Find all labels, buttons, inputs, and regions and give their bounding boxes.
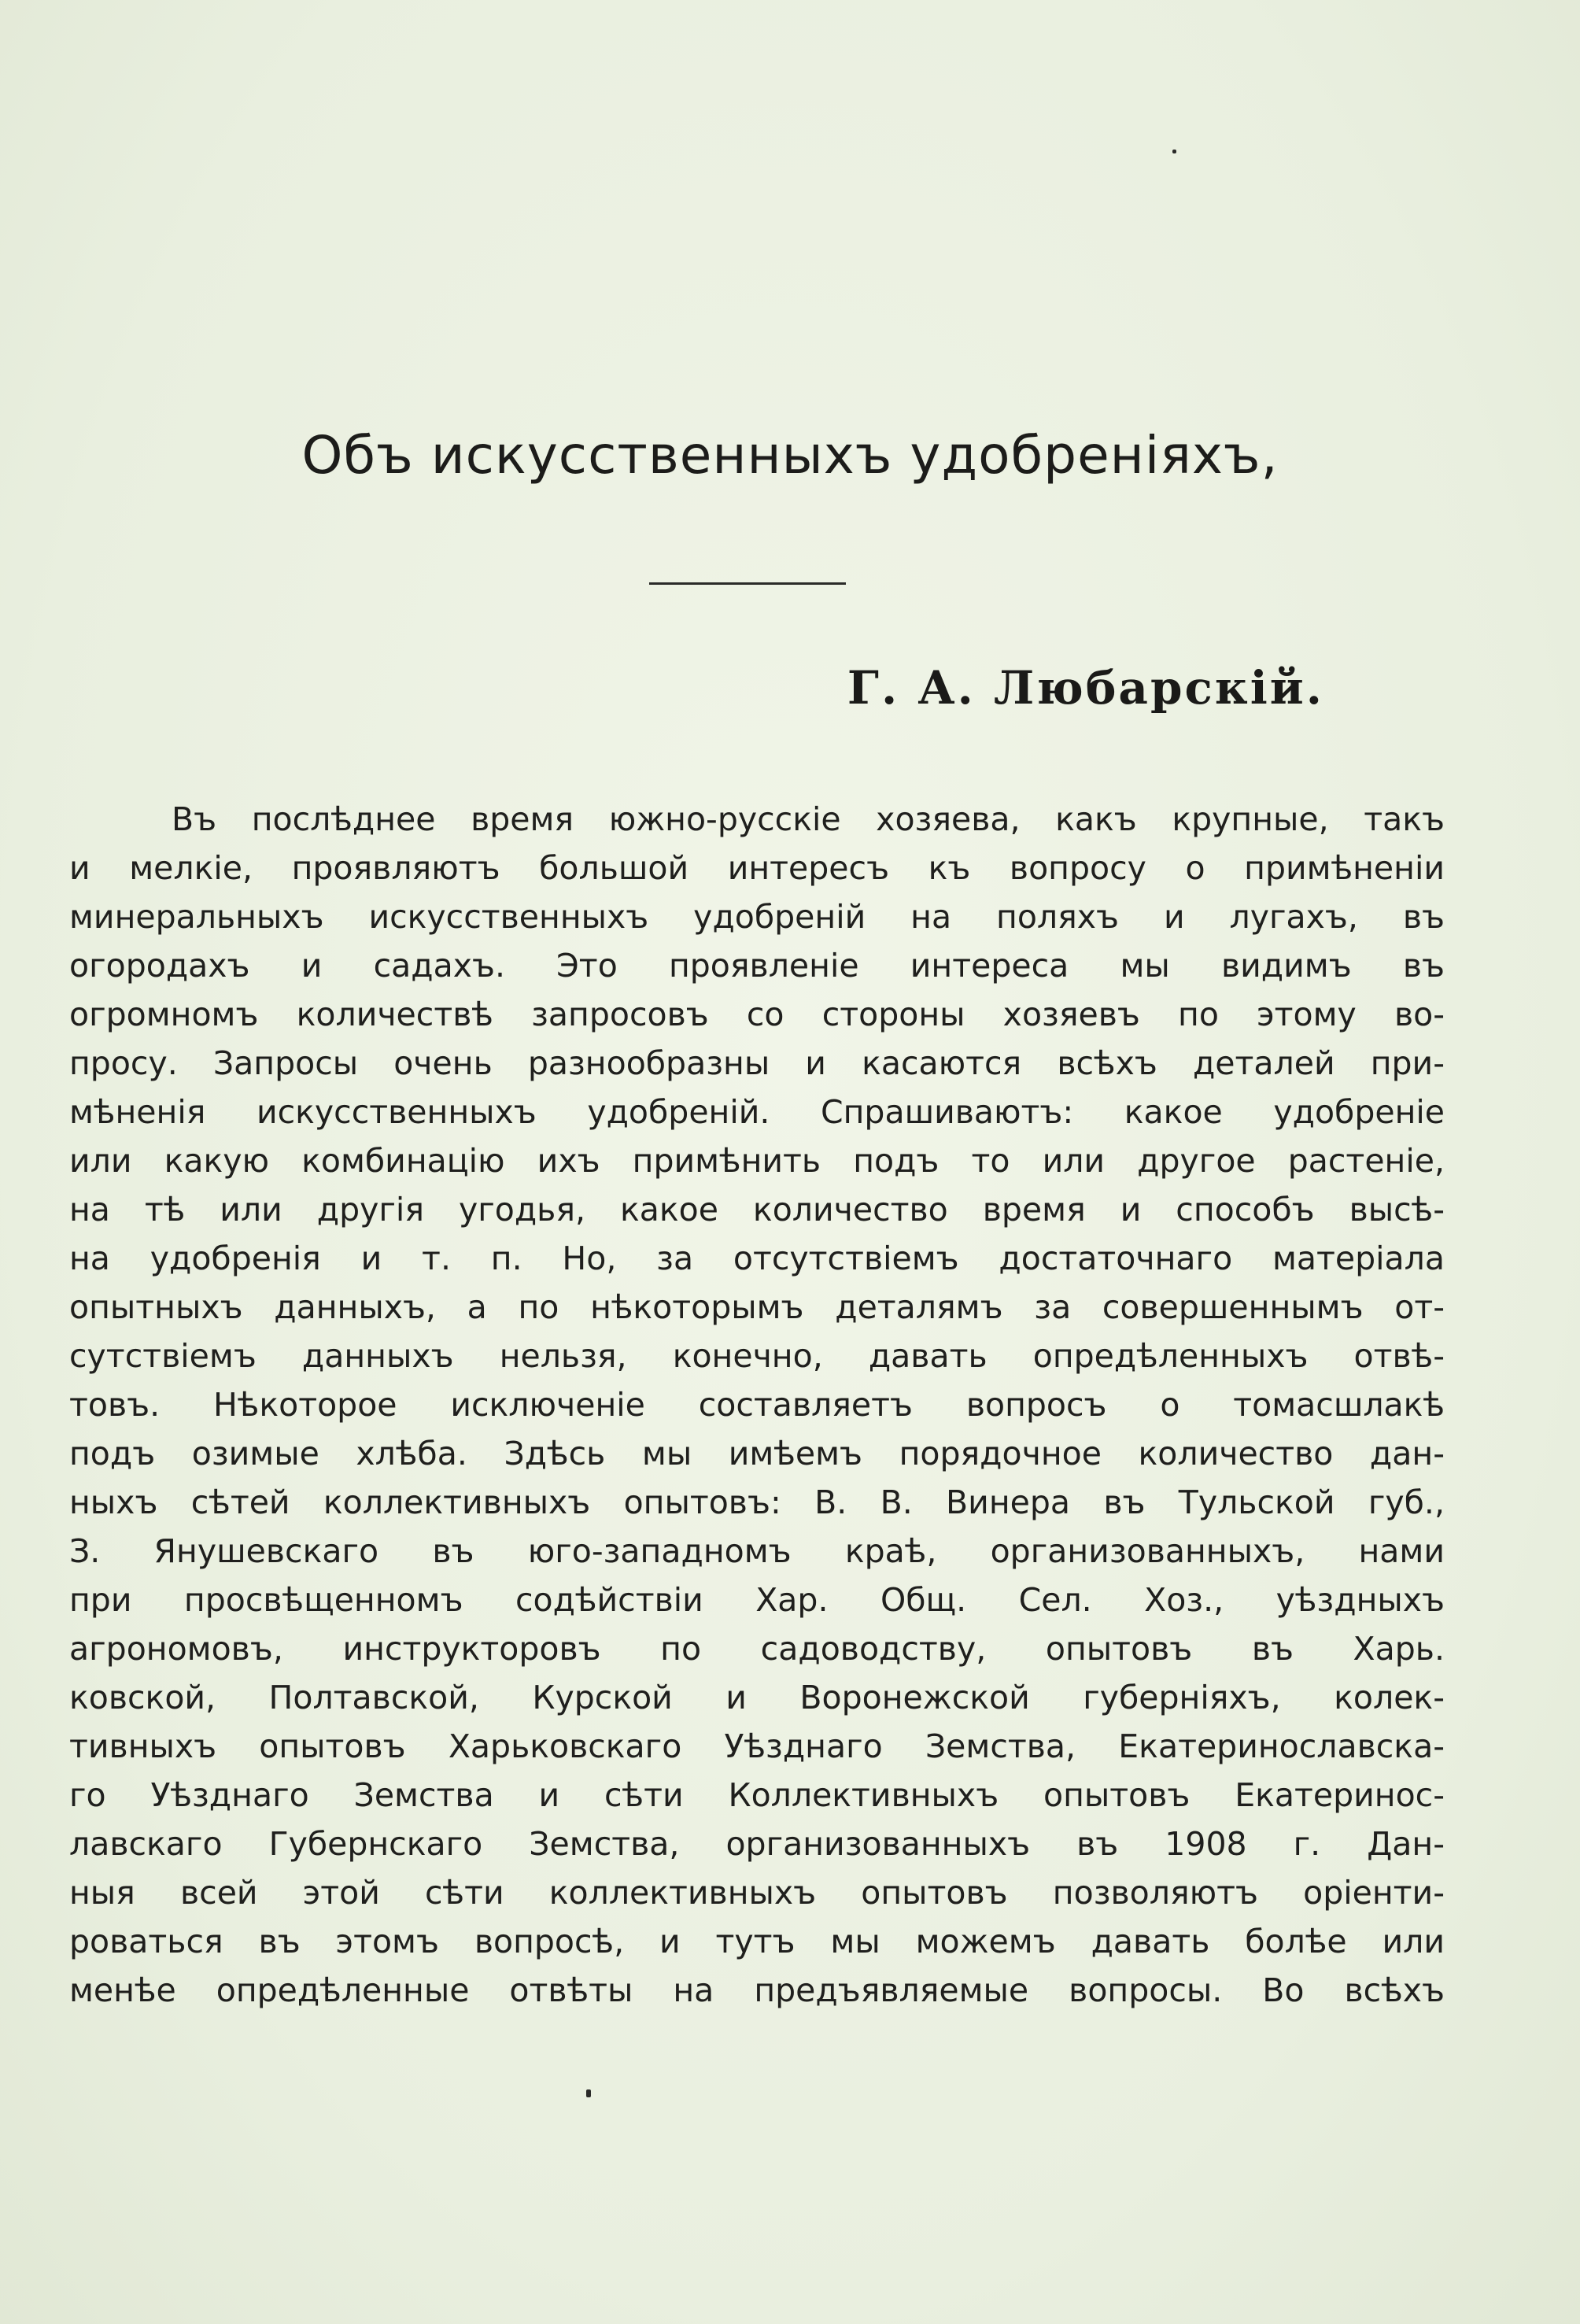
article-author: Г. А. Любарскій.: [847, 661, 1324, 715]
body-line: агрономовъ, инструкторовъ по садоводству, опытовъ въ Харь.: [69, 1630, 1445, 1668]
ink-speck: [586, 2089, 591, 2097]
body-line: ныя всей этой сѣти коллективныхъ опытовъ позволяютъ оріенти-: [69, 1874, 1445, 1912]
body-line: и мелкіе, проявляютъ большой интересъ къ вопросу о примѣненіи: [69, 849, 1445, 887]
article-title: Объ искусственныхъ удобреніяхъ,: [301, 425, 1279, 486]
body-line: ныхъ сѣтей коллективныхъ опытовъ: В. В. Винера въ Тульской губ.,: [69, 1483, 1445, 1521]
body-line: Въ послѣднее время южно-русскіе хозяева, какъ крупные, такъ: [172, 800, 1445, 838]
body-line: на тѣ или другія угодья, какое количество время и способъ высѣ-: [69, 1191, 1445, 1229]
body-line: товъ. Нѣкоторое исключеніе составляетъ вопросъ о томасшлакѣ: [69, 1386, 1445, 1424]
body-line: опытныхъ данныхъ, а по нѣкоторымъ деталямъ за совершеннымъ от-: [69, 1288, 1445, 1326]
body-line: при просвѣщенномъ содѣйствіи Хар. Общ. Сел. Хоз., уѣздныхъ: [69, 1581, 1445, 1619]
body-line: лавскаго Губернскаго Земства, организованныхъ въ 1908 г. Дан-: [69, 1825, 1445, 1863]
body-line: сутствіемъ данныхъ нельзя, конечно, давать опредѣленныхъ отвѣ-: [69, 1337, 1445, 1375]
body-line: роваться въ этомъ вопросѣ, и тутъ мы можемъ давать болѣе или: [69, 1923, 1445, 1960]
body-line: просу. Запросы очень разнообразны и касаются всѣхъ деталей при-: [69, 1044, 1445, 1082]
body-line: З. Янушевскаго въ юго-западномъ краѣ, организованныхъ, нами: [69, 1532, 1445, 1570]
body-line: или какую комбинацію ихъ примѣнить подъ то или другое растеніе,: [69, 1142, 1445, 1180]
body-line: мѣненія искусственныхъ удобреній. Спрашиваютъ: какое удобреніе: [69, 1093, 1445, 1131]
body-line: ковской, Полтавской, Курской и Воронежской губерніяхъ, колек-: [69, 1679, 1445, 1716]
body-line: го Уѣзднаго Земства и сѣти Коллективныхъ опытовъ Екатеринос-: [69, 1776, 1445, 1814]
ink-speck: [1172, 150, 1176, 153]
body-line: на удобренія и т. п. Но, за отсутствіемъ достаточнаго матеріала: [69, 1240, 1445, 1277]
body-line: менѣе опредѣленные отвѣты на предъявляемые вопросы. Во всѣхъ: [69, 1971, 1445, 2009]
title-divider: [649, 582, 846, 585]
body-line: огородахъ и садахъ. Это проявленіе интереса мы видимъ въ: [69, 947, 1445, 985]
body-line: подъ озимые хлѣба. Здѣсь мы имѣемъ порядочное количество дан-: [69, 1435, 1445, 1472]
body-line: огромномъ количествѣ запросовъ со стороны хозяевъ по этому во-: [69, 996, 1445, 1033]
body-line: тивныхъ опытовъ Харьковскаго Уѣзднаго Земства, Екатеринославска-: [69, 1727, 1445, 1765]
body-line: минеральныхъ искусственныхъ удобреній на поляхъ и лугахъ, въ: [69, 898, 1445, 936]
article-body: [69, 795, 1445, 2015]
